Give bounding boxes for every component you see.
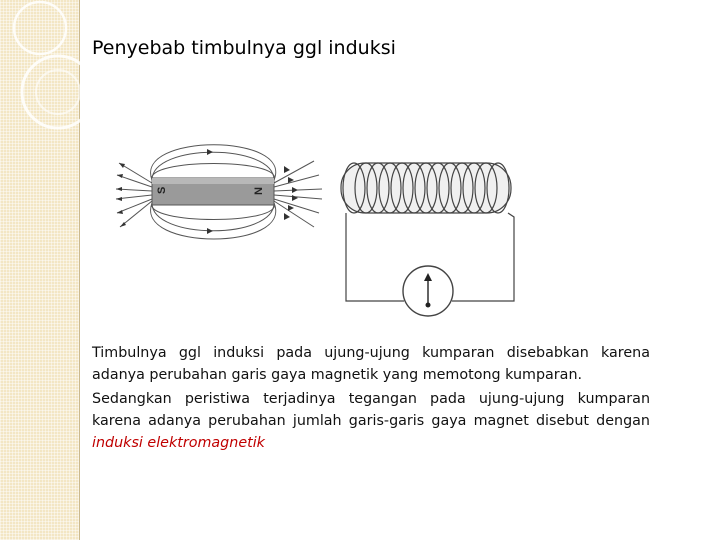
paragraph-2-text: Sedangkan peristiwa terjadinya tegangan pada ujung-ujung kumparan karena adanya perubahan jumlah garis-garis gaya magnet disebut dengan (92, 391, 650, 429)
galvanometer-icon (403, 266, 453, 316)
decorative-circles (0, 0, 80, 160)
slide-title: Penyebab timbulnya ggl induksi (92, 37, 396, 59)
magnet-pole-n: N (253, 187, 265, 195)
induction-diagram (114, 133, 524, 318)
body-text (92, 342, 650, 456)
term-induksi-elektromagnetik: induksi elektromagnetik (92, 435, 265, 451)
magnet-pole-s: S (156, 186, 168, 194)
paragraph-2 (92, 388, 650, 454)
coil-icon (341, 163, 511, 213)
paragraph-1: Timbulnya ggl induksi pada ujung-ujung kumparan disebabkan karena adanya perubahan garis gaya magnetik yang memotong kumparan. (92, 345, 650, 383)
